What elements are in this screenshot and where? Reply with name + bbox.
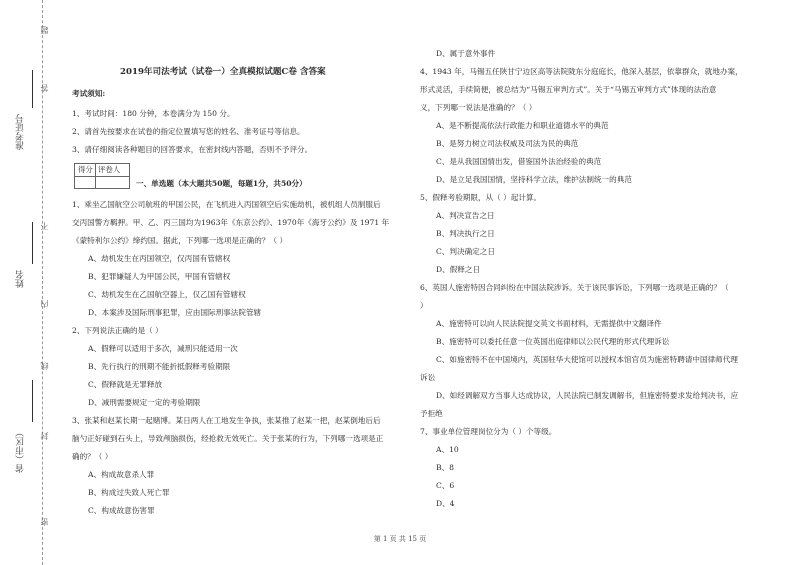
option-line: D、4	[436, 499, 455, 508]
option-line: D、如经调解双方当事人达成协议，人民法院已制发调解书，但施密特要求发给判决书，应	[436, 391, 739, 400]
notice-item: 3、请仔细阅读各种题目的回答要求，在密封线内答题，否则不予评分。	[72, 145, 313, 154]
seal-mark: 内	[40, 300, 49, 308]
notice-heading: 考试须知:	[72, 89, 106, 98]
option-line: B、先行执行的刑期不能折抵假释考验期限	[88, 362, 231, 371]
question-line: 义，下列哪一说法是准确的？（ ）	[420, 103, 537, 112]
exam-number-underline	[32, 70, 33, 108]
question-line: 确的？（ ）	[72, 452, 113, 461]
question-line: 脑勺正好碰到石头上，导致颅脑损伤，经抢救无效死亡。关于张某的行为，下列哪一选项是正	[72, 434, 384, 443]
name-underline	[32, 222, 33, 264]
option-line: C、如施密特不在中国境内，英国驻华大使馆可以授权本馆官员为施密特聘请中国律师代理	[436, 355, 738, 364]
option-line: D、本案涉及国际刑事犯罪，应由国际刑事法院管辖	[88, 308, 262, 317]
seal-mark: 题	[40, 26, 49, 34]
option-line: A、假释可以适用于多次，减刑只能适用一次	[88, 344, 238, 353]
page-footer: 第 1 页 共 15 页	[373, 535, 427, 543]
option-line: A、是不断提高依法行政能力和职业道德水平的典范	[436, 121, 609, 130]
option-line: C、6	[436, 481, 455, 490]
option-line: C、构成故意伤害罪	[88, 506, 155, 515]
option-line: C、判决确定之日	[436, 247, 495, 256]
option-line: B、犯罪嫌疑人为甲国公民，甲国有管辖权	[88, 272, 231, 281]
grader-label: 评卷人	[98, 165, 121, 174]
province-underline	[32, 380, 33, 422]
score-box	[74, 163, 130, 189]
province-label: 省（市区）	[16, 428, 26, 473]
option-line: B、构成过失致人死亡罪	[88, 488, 170, 497]
name-label: 姓名	[16, 270, 26, 288]
option-line: D、假释之日	[436, 265, 481, 274]
section-title: 一、单选题（本大题共50题，每题1分，共50分）	[136, 179, 307, 188]
notice-item: 2、请首先按要求在试卷的指定位置填写您的姓名、准考证号等信息。	[72, 127, 305, 136]
option-line: A、劫机发生在丙国领空，仅丙国有管辖权	[88, 254, 231, 263]
question-line: 7、事业单位管理岗位分为（ ）个等级。	[420, 427, 557, 436]
question-line: 1、乘坐乙国航空公司航班的甲国公民，在飞机进入丙国领空后实施劫机，被机组人员制服后	[72, 200, 381, 209]
option-line: D、是立足我国国情，坚持科学立法，维护法制统一的典范	[436, 175, 632, 184]
option-line: A、10	[436, 445, 459, 454]
option-line: A、构成故意杀人罪	[88, 470, 155, 479]
question-line: 交丙国警方羁押。甲、乙、丙三国均为1963年《东京公约》、1970年《海牙公约》及 1971 年	[72, 218, 390, 227]
seal-mark: 线	[40, 362, 49, 370]
question-line: 2、下列说法正确的是（ ）	[72, 326, 163, 335]
option-line: B、施密特可以委托任意一位英国出庭律师以公民代理的形式代理诉讼	[436, 337, 670, 346]
option-line: 诉讼	[420, 373, 436, 382]
question-line: 《蒙特利尔公约》缔约国。据此，下列哪一选项是正确的？（ ）	[72, 236, 288, 245]
question-line: 6、英国人施密特因合同纠纷在中国法院涉诉。关于该民事诉讼，下列哪一选项是正确的？（	[420, 283, 729, 292]
option-line: D、减刑需要规定一定的考验期限	[88, 398, 201, 407]
question-line: ）	[420, 301, 428, 310]
binding-margin	[0, 0, 62, 565]
exam-title: 2019年司法考试（试卷一）全真模拟试题C卷 含答案	[120, 67, 326, 77]
option-line: A、判决宣告之日	[436, 211, 495, 220]
question-line: 3、张某和赵某长期一起赌博。某日两人在工地发生争执，张某推了赵某一把，赵某倒地后后	[72, 416, 381, 425]
seal-mark: 不	[40, 222, 49, 230]
option-line: C、假释就是无罪释放	[88, 380, 163, 389]
exam-number-label: 准考证号	[16, 114, 26, 150]
option-line: 予拒绝	[420, 409, 443, 418]
seal-mark: 封	[40, 432, 49, 440]
score-label: 得分	[78, 165, 93, 174]
option-line: C、是从我国国情出发，借鉴国外法治经验的典范	[436, 157, 602, 166]
option-line: B、是努力树立司法权威及司法为民的典范	[436, 139, 579, 148]
option-line: D、属于意外事件	[436, 49, 496, 58]
question-line: 形式灵活，手续简便，被总结为“马锡五审判方式”。关于“马锡五审判方式”体现的法治意	[420, 85, 717, 94]
option-line: A、施密特可以向人民法院提交英文书面材料，无需提供中文翻译件	[436, 319, 662, 328]
notice-item: 1、考试时间：180 分钟，本卷满分为 150 分。	[72, 109, 235, 118]
question-line: 5、假释考验期限，从（ ）起计算。	[420, 193, 542, 202]
option-line: C、劫机发生在乙国航空器上，仅乙国有管辖权	[88, 290, 246, 299]
seal-mark: 答	[40, 84, 49, 92]
option-line: B、8	[436, 463, 455, 472]
option-line: B、判决执行之日	[436, 229, 495, 238]
seal-mark: 密	[40, 518, 49, 526]
question-line: 4、1943 年，马锡五任陕甘宁边区高等法院陇东分庭庭长，他深入基层，依靠群众，就地办案，	[420, 67, 743, 76]
